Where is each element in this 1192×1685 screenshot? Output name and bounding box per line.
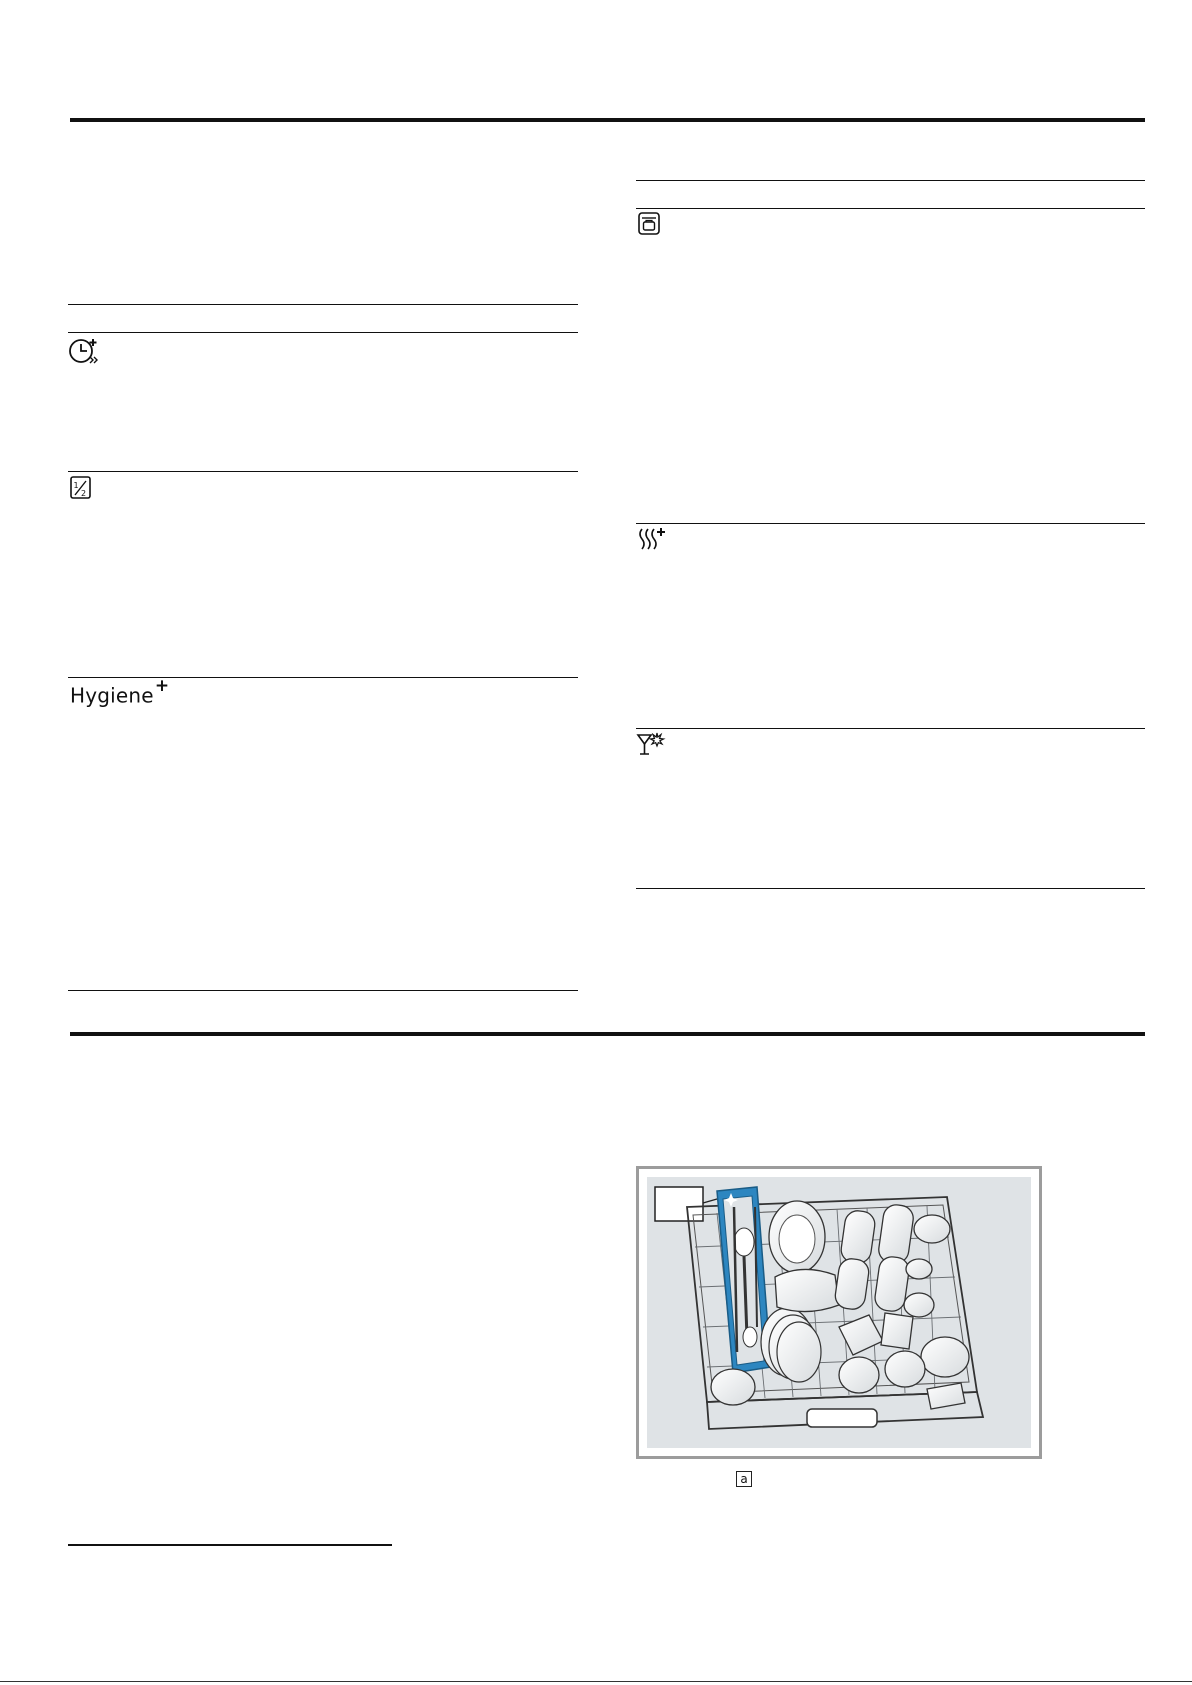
callout-marker: a [736, 1471, 752, 1487]
right-table-rule [636, 180, 1145, 181]
half-load-icon [70, 476, 92, 500]
dishwasher-rack-figure [636, 1166, 1042, 1459]
figure-background [647, 1177, 1031, 1448]
dishwasher-basket-illustration [647, 1177, 1031, 1448]
right-table-rule [636, 523, 1145, 524]
left-table-rule [68, 471, 578, 472]
left-table-rule [68, 304, 578, 305]
section-rule [70, 1032, 1145, 1036]
left-table-rule [68, 990, 578, 991]
right-table-rule [636, 888, 1145, 889]
time-plus-icon [68, 336, 104, 366]
hygiene-plus-label: Hygiene+ [70, 676, 170, 708]
glass-shine-icon [636, 731, 666, 759]
right-table-rule [636, 728, 1145, 729]
left-table-rule [68, 332, 578, 333]
top-rule [70, 118, 1145, 122]
footnote-rule [68, 1544, 392, 1546]
svg-text:2: 2 [81, 489, 87, 498]
right-table-rule [636, 208, 1145, 209]
page-bottom-rule [0, 1681, 1192, 1682]
intensive-zone-icon [638, 212, 662, 236]
extra-dry-icon [637, 526, 669, 552]
svg-text:1: 1 [73, 481, 79, 490]
left-table-rule [68, 677, 578, 678]
